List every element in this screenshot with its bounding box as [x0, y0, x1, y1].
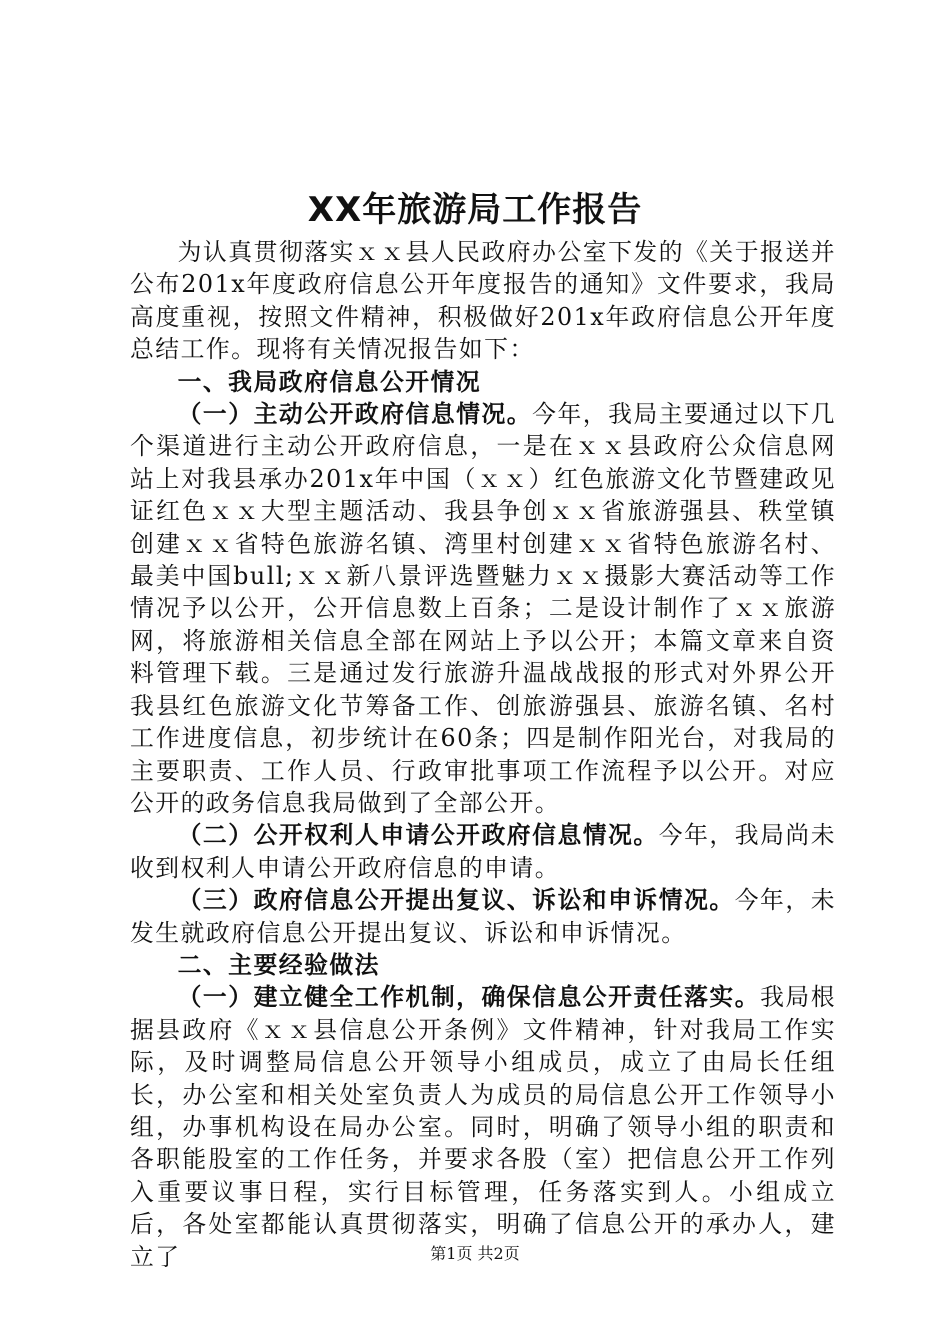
section-1-paragraph-1 [130, 398, 836, 819]
paragraph-lead: （二）公开权利人申请公开政府信息情况。 [177, 821, 659, 850]
paragraph-lead: （一）建立健全工作机制，确保信息公开责任落实。 [177, 983, 761, 1012]
section-1-heading-text: 一、我局政府信息公开情况 [177, 367, 482, 396]
paragraph-text: 我局根据县政府《ｘｘ县信息公开条例》文件精神，针对我局工作实际，及时调整局信息公开领导小组成员，成立了由局长任组长，办公室和相关处室负责人为成员的局信息公开工作领导小组，办事机构设在局办公室。同时，明确了领导小组的职责和各职能股室的工作任务，并要求各股（室）把信息公开工作列入重要议事日程，实行目标管理，任务落实到人。小组成立后，各处室都能认真贯彻落实，明确了信息公开的承办人，建立了 [130, 983, 837, 1271]
paragraph-text: 今年，我局主要通过以下几个渠道进行主动公开政府信息，一是在ｘｘ县政府公众信息网站上对我县承办201x年中国（ｘｘ）红色旅游文化节暨建政见证红色ｘｘ大型主题活动、我县争创ｘｘ省旅游强县、秩堂镇创建ｘｘ省特色旅游名镇、湾里村创建ｘｘ省特色旅游名村、最美中国bull;ｘｘ新八景评选暨魅力ｘｘ摄影大赛活动等工作情况予以公开，公开信息数上百条；二是设计制作了ｘｘ旅游网，将旅游相关信息全部在网站上予以公开；本篇文章来自资料管理下载。三是通过发行旅游升温战战报的形式对外界公开我县红色旅游文化节筹备工作、创旅游强县、旅游名镇、名村工作进度信息，初步统计在60条；四是制作阳光台，对我局的主要职责、工作人员、行政审批事项工作流程予以公开。对应公开的政务信息我局做到了全部公开。 [130, 400, 837, 817]
paragraph-lead: （三）政府信息公开提出复议、诉讼和申诉情况。 [177, 886, 735, 915]
paragraph-text: 今年，未发生就政府信息公开提出复议、诉讼和申诉情况。 [130, 886, 837, 947]
section-1-paragraph-2 [130, 819, 836, 884]
intro-paragraph: 为认真贯彻落实ｘｘ县人民政府办公室下发的《关于报送并公布201x年度政府信息公开年度报告的通知》文件要求，我局高度重视，按照文件精神，积极做好201x年政府信息公开年度总结工作。现将有关情况报告如下： [130, 238, 836, 364]
section-1-paragraph-3 [130, 884, 836, 949]
paragraph-lead: （一）主动公开政府信息情况。 [177, 400, 533, 429]
document-title: XX年旅游局工作报告 [307, 190, 643, 230]
section-2-heading [130, 949, 836, 981]
page-footer: 第1页 共2页 [430, 1244, 520, 1263]
section-2-heading-text: 二、主要经验做法 [177, 950, 380, 979]
paragraph-text: 今年，我局尚未收到权利人申请公开政府信息的申请。 [130, 821, 837, 882]
document-body [130, 236, 836, 1273]
section-2-paragraph-1 [130, 981, 836, 1273]
section-1-heading [130, 366, 836, 398]
